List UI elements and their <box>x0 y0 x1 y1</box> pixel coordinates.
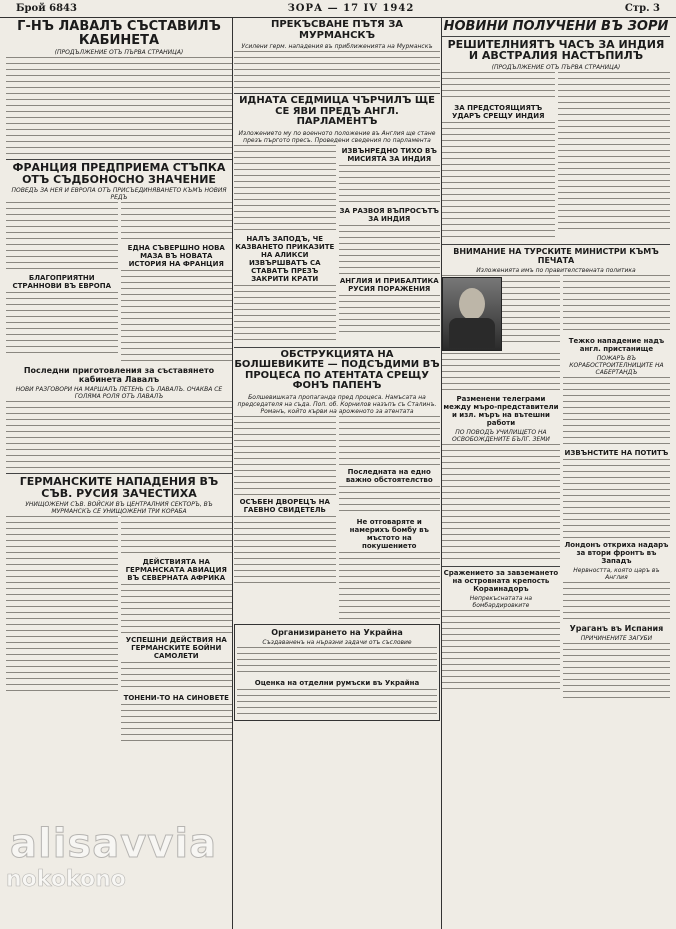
headline-german-attacks: ГЕРМАНСКИТЕ НАПАДЕНИЯ ВЪ СЪВ. РУСИЯ ЗАЧЕСТИХА <box>19 475 219 500</box>
column-right <box>442 18 670 929</box>
subhead-english-port-sub: ПОЖАРЪ ВЪ КОРАБОСТРОИТЕЛНИЦИТЕ НА САБЕРТАНДЪ <box>569 354 664 376</box>
issue-number: Брой 6843 <box>16 3 77 14</box>
article-text <box>121 704 233 744</box>
article-text <box>442 72 555 102</box>
subhead: ИЗВЪНРЕДНО ТИХО ВЪ МИСИЯТА ЗА ИНДИЯ <box>341 146 437 163</box>
masthead <box>0 0 676 18</box>
subhead-hurricane: Ураганъ въ Испания <box>569 623 664 633</box>
subhead: ЗА РАЗВОЯ ВЪПРОСЪТЪ ЗА ИНДИЯ <box>339 206 439 223</box>
headline-murmansk-sub: Усилени герм. нападения въ приближенията на Мурманскъ <box>241 43 433 50</box>
headline-laval: Г-НЪ ЛАВАЛЪ СЪСТАВИЛЪ КАБИНЕТА <box>17 19 221 48</box>
watermark-line-2: nokokono <box>6 867 126 892</box>
subhead-ukraine-sub: Създаваненъ на нъразни задачи отъ съсловие <box>262 638 412 646</box>
subhead-corregidor-sub: Непрекъснатата на бомбардировките <box>469 594 533 609</box>
article-text <box>339 486 441 516</box>
subhead: Не отговаряте и намерихъ бомбу въ мъстото на покушението <box>349 517 429 550</box>
headline-obstruction-sub: Болшевишката пропаганда пред процеса. Намъсата на председателя на съда. Поп. об. Корнилов назъпъ съ Сталинъ. Романъ, който кърви на ароженото за атентата <box>237 393 437 415</box>
article-text <box>237 647 437 677</box>
article-text <box>6 401 232 471</box>
subhead: БЛАГОПРИЯТНИ СТРАННОВИ ВЪ ЕВРОПА <box>12 274 112 291</box>
article-text <box>563 643 670 703</box>
headline-churchill: ИДНАТА СЕДМИЦА ЧЪРЧИЛЪ ЩЕ СЕ ЯВИ ПРЕДЪ АНГЛ. ПАРЛАМЕНТЪ <box>239 95 435 127</box>
headline-german-attacks-sub: УНИЩОЖЕНИ СЪВ. ВОЙСКИ ВЪ ЦЕНТРАЛНИЯ СЕКТОРЪ, ВЪ МУРМАНСКЪ СЕ УНИЩОЖЕНИ ТРИ КОРАБА <box>25 501 213 516</box>
subhead-london-sub: Нервността, която царъ въ Англия <box>573 566 660 581</box>
headline-france: ФРАНЦИЯ ПРЕДПРИЕМА СТЪПКА ОТЪ СЪДБОНОСНО ЗНАЧЕНИЕ <box>12 161 226 186</box>
article-text <box>121 662 233 692</box>
article-text <box>563 459 670 539</box>
article-text <box>234 285 336 345</box>
subhead-london: Лондонъ откриха надаръ за втори фронтъ въ Западъ <box>564 540 669 565</box>
column-left <box>6 18 232 929</box>
headline-obstruction: ОБСТРУКЦИЯТА НА БОЛШЕВИКИТЕ — ПОДСЪДИМИ ВЪ ПРОЦЕСА ПО АТЕНТАТА СРЕЩУ ФОНЪ ПАПЕНЪ <box>234 348 440 391</box>
article-text <box>6 57 232 157</box>
headline-murmansk: ПРЕКЪСВАНЕ ПЪТЯ ЗА МУРМАНСКЪ <box>270 19 404 41</box>
column-middle <box>234 18 440 929</box>
subhead: ТОНЕНИ-ТО НА СИНОВЕТЕ <box>123 694 229 703</box>
subhead-corregidor: Сражението за завземането на островната крепость Кораинадоръ <box>443 568 559 593</box>
subhead: Оценка на отделни румъски въ Украйна <box>254 678 420 687</box>
article-text <box>563 377 670 447</box>
article-text <box>6 202 118 272</box>
subhead: АНГЛИЯ И ПРИБАЛТИКА РУСИЯ ПОРАЖЕНИЯ <box>339 276 439 293</box>
article-text <box>237 689 437 719</box>
subhead: ЕДНА СЪВЕРШНО НОВА МАЗА ВЪ НОВАТА ИСТОРИЯ НА ФРАНЦИЯ <box>127 244 225 269</box>
subhead: ДЕЙСТВИЯТА НА ГЕРМАНСКАТА АВИАЦИЯ ВЪ СЕВЕРНАТА АФРИКА <box>125 558 227 583</box>
article-text <box>121 202 233 242</box>
article-text <box>121 584 233 634</box>
headline-france-sub: ПОВЕДЪ ЗА НЕЯ И ЕВРОПА ОТЪ ПРИСЪЕДИНЯВАНЕТО КЪМЪ НОВИЯ РЕДЪ <box>11 187 227 202</box>
watermark-line-1: alisavvia <box>10 821 218 867</box>
subhead-preparations: Последни приготовления за съставянето кабинета Лавалъ <box>23 366 215 385</box>
page-number: Стр. 3 <box>624 3 660 14</box>
article-text <box>234 51 440 91</box>
article-text <box>339 416 441 466</box>
subhead-telegrams: Разменени телеграми между мъро-представители и изл. мъръ на вътешни работи <box>443 394 559 427</box>
column-rule <box>232 18 233 929</box>
subhead-ukraine: Организирането на Украйна <box>271 627 403 637</box>
article-text <box>234 416 336 496</box>
subhead: Последната на едно важно обстоятелство <box>345 467 433 484</box>
subhead-preparations-sub: НОВИ РАЗГОВОРИ НА МАРШАЛЪ ПЕТЕНЬ СЪ ЛАВАЛЪ. ОЧАКВА СЕ ГОЛЯМА РОЛЯ ОТЪ ЛАВАЛЪ <box>15 386 223 401</box>
article-text <box>558 72 671 230</box>
subhead-english-port: Тежко нападение надъ англ. пристанище <box>568 336 665 353</box>
subhead: УСПЕШНИ ДЕЙСТВИЯ НА ГЕРМАНСКИТЕ БОЙНИ САМОЛЕТИ <box>125 636 227 661</box>
article-text <box>442 444 560 564</box>
divider <box>6 473 232 474</box>
box-ukraine <box>234 624 440 721</box>
subhead: ОСЪБЕН ДВОРЕЦЪ НА ГАЕВНО СВИДЕТЕЛЬ <box>239 497 330 514</box>
headline-india-australia: РЕШИТЕЛНИЯТЪ ЧАСЪ ЗА ИНДИЯ И АВСТРАЛИЯ НАСТЪПИЛЪ <box>447 37 665 63</box>
article-text <box>442 610 560 690</box>
divider <box>6 159 232 160</box>
article-text <box>6 292 118 354</box>
portrait-photo <box>442 277 502 351</box>
article-text <box>339 165 441 205</box>
article-text <box>563 275 670 335</box>
newspaper-title-date: ЗОРА — 17 IV 1942 <box>287 3 415 14</box>
article-text <box>6 516 118 696</box>
article-text <box>121 516 233 556</box>
headline-churchill-sub: Изложението му по военното положение въ Англия ще стане презъ пъргото пресъ. Проведени сведения по парламента <box>238 129 436 144</box>
article-text <box>442 122 555 242</box>
headline-news-at-dawn: НОВИНИ ПОЛУЧЕНИ ВЪ ЗОРИ <box>443 19 669 34</box>
article-text <box>563 582 670 622</box>
article-text <box>234 516 336 586</box>
headline-turkish-sub: Изложенията имъ по правителствената политика <box>476 266 636 274</box>
article-text <box>234 145 336 233</box>
subhead-telegrams-sub: ПО ПОВОДЪ УЧИЛИЩЕТО НА ОСВОБОЖДЕНИТЕ БЪЛГ. ЗЕМИ <box>451 428 550 443</box>
article-text <box>339 552 441 622</box>
article-text <box>339 225 441 275</box>
headline-laval-sub: (ПРОДЪЛЖЕНИЕ ОТЪ ПЪРВА СТРАНИЦА) <box>54 49 184 57</box>
headline-india-sub: (ПРОДЪЛЖЕНИЕ ОТЪ ПЪРВА СТРАНИЦА) <box>491 63 621 71</box>
subhead: ИЗВЪНСТИТЕ НА ПОТИТЪ <box>564 448 669 457</box>
subhead-hurricane-sub: ПРИЧИНЕНИТЕ ЗАГУБИ <box>580 634 653 642</box>
headline-turkish-ministers: ВНИМАНИЕ НА ТУРСКИТЕ МИНИСТРИ КЪМЪ ПЕЧАТА <box>453 246 659 265</box>
subhead: ЗА ПРЕДСТОЯЩИЯТЪ УДАРЪ СРЕЩУ ИНДИЯ <box>451 103 545 120</box>
article-text <box>121 270 233 364</box>
subhead: НАЛЪ ЗАПОДЪ, ЧЕ КАЗВАНЕТО ПРИКАЗИТЕ НА АЛИКСИ ИЗВЪРШВАТЪ СА СТАВАТЪ ПРЕЗЪ ЗАКРИТИ КРАТИ <box>235 234 335 283</box>
article-text <box>442 353 560 393</box>
article-text <box>339 295 441 337</box>
two-column-article <box>6 202 232 364</box>
